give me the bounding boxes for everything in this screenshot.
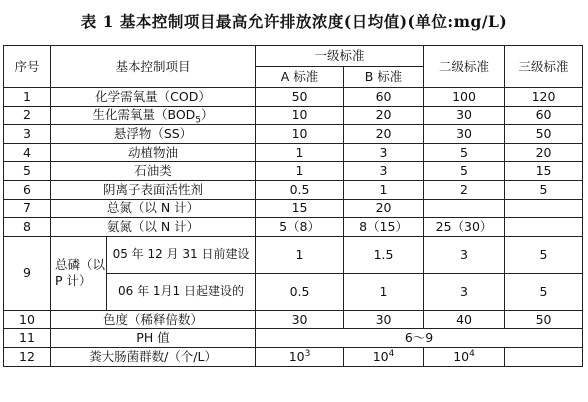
value-level3: 20 — [505, 143, 583, 162]
value-b: 60 — [344, 88, 424, 107]
ph-value: 6～9 — [256, 329, 583, 348]
value-a: 5（8） — [256, 218, 344, 237]
header-row-1 — [4, 46, 583, 67]
value-level2: 30 — [424, 125, 505, 144]
table-row — [4, 199, 583, 218]
value-b: 3 — [344, 162, 424, 181]
value-level2 — [424, 199, 505, 218]
value-a: 1 — [256, 162, 344, 181]
value-level2: 100 — [424, 88, 505, 107]
value-a: 10 — [256, 106, 344, 125]
header-level3: 三级标准 — [505, 46, 583, 88]
value-b: 1 — [344, 273, 424, 310]
header-level1-a: A 标准 — [256, 67, 344, 88]
row-number: 6 — [4, 180, 51, 199]
phosphorus-label: 总磷（以 P 计） — [51, 236, 107, 310]
row-item — [51, 106, 256, 125]
row-number: 9 — [4, 236, 51, 310]
value-b — [344, 347, 424, 366]
row-item: 粪大肠菌群数/（个/L） — [51, 347, 256, 366]
row-number: 1 — [4, 88, 51, 107]
value-a: 1 — [256, 236, 344, 273]
header-level2: 二级标准 — [424, 46, 505, 88]
header-seq: 序号 — [4, 46, 51, 88]
row-item: 阴离子表面活性剂 — [51, 180, 256, 199]
value-exponent: 3 — [304, 348, 311, 359]
table-row — [4, 218, 583, 237]
value-a — [256, 347, 344, 366]
row-item: PH 值 — [51, 329, 256, 348]
value-level3 — [505, 347, 583, 366]
value-b: 8（15） — [344, 218, 424, 237]
value-a: 0.5 — [256, 273, 344, 310]
value-level3: 5 — [505, 236, 583, 273]
value-level2: 3 — [424, 273, 505, 310]
header-item: 基本控制项目 — [51, 46, 256, 88]
value-b: 1.5 — [344, 236, 424, 273]
table-row — [4, 143, 583, 162]
value-b: 20 — [344, 106, 424, 125]
row-number: 10 — [4, 310, 51, 329]
row-item: 氨氮（以 N 计） — [51, 218, 256, 237]
value-level3: 120 — [505, 88, 583, 107]
value-level2: 40 — [424, 310, 505, 329]
row-item-tail: ） — [201, 107, 214, 123]
row-item: 石油类 — [51, 162, 256, 181]
value-b: 20 — [344, 125, 424, 144]
value-level3: 5 — [505, 273, 583, 310]
standards-table — [3, 45, 583, 367]
value-a: 15 — [256, 199, 344, 218]
value-level2: 5 — [424, 143, 505, 162]
table-row — [4, 106, 583, 125]
table-row — [4, 329, 583, 348]
row-number: 12 — [4, 347, 51, 366]
value-exponent: 4 — [388, 348, 395, 359]
table-row — [4, 125, 583, 144]
value-a: 30 — [256, 310, 344, 329]
table-title: 表 1 基本控制项目最高允许排放浓度(日均值)(单位:mg/L) — [80, 12, 508, 31]
row-number: 8 — [4, 218, 51, 237]
value-level2: 30 — [424, 106, 505, 125]
header-level1-b: B 标准 — [344, 67, 424, 88]
table-row — [4, 347, 583, 366]
value-base: 10 — [453, 348, 470, 364]
row-number: 3 — [4, 125, 51, 144]
phosphorus-condition-1: 05 年 12 月 31 日前建设 — [107, 236, 256, 273]
value-level2: 3 — [424, 236, 505, 273]
row-number: 11 — [4, 329, 51, 348]
value-b: 20 — [344, 199, 424, 218]
value-a: 1 — [256, 143, 344, 162]
value-a: 50 — [256, 88, 344, 107]
value-level3 — [505, 218, 583, 237]
value-level3 — [505, 199, 583, 218]
value-level2 — [424, 347, 505, 366]
row-item: 悬浮物（SS） — [51, 125, 256, 144]
header-level1: 一级标准 — [256, 46, 424, 67]
value-b: 3 — [344, 143, 424, 162]
value-level2: 2 — [424, 180, 505, 199]
table-row — [4, 162, 583, 181]
row-number: 4 — [4, 143, 51, 162]
row-item-main: 生化需氧量（BOD — [92, 107, 196, 123]
value-b: 1 — [344, 180, 424, 199]
row-number: 7 — [4, 199, 51, 218]
value-a: 10 — [256, 125, 344, 144]
row-item: 色度（稀释倍数） — [51, 310, 256, 329]
value-level2: 25（30） — [424, 218, 505, 237]
value-level3: 50 — [505, 125, 583, 144]
value-level3: 15 — [505, 162, 583, 181]
row-item-subscript: 5 — [195, 115, 202, 125]
value-a: 0.5 — [256, 180, 344, 199]
value-base: 10 — [372, 348, 389, 364]
value-level3: 60 — [505, 106, 583, 125]
row-number: 2 — [4, 106, 51, 125]
table-row — [4, 88, 583, 107]
value-level2: 5 — [424, 162, 505, 181]
value-level3: 5 — [505, 180, 583, 199]
value-b: 30 — [344, 310, 424, 329]
table-row — [4, 180, 583, 199]
row-number: 5 — [4, 162, 51, 181]
value-exponent: 4 — [469, 348, 475, 359]
value-level3: 50 — [505, 310, 583, 329]
row-item: 化学需氧量（COD） — [51, 88, 256, 107]
row-item: 动植物油 — [51, 143, 256, 162]
table-row — [4, 310, 583, 329]
phosphorus-condition-2: 06 年 1月1 日起建设的 — [107, 273, 256, 310]
value-base: 10 — [288, 348, 305, 364]
table-row-phosphorus — [4, 236, 583, 273]
row-item: 总氮（以 N 计） — [51, 199, 256, 218]
